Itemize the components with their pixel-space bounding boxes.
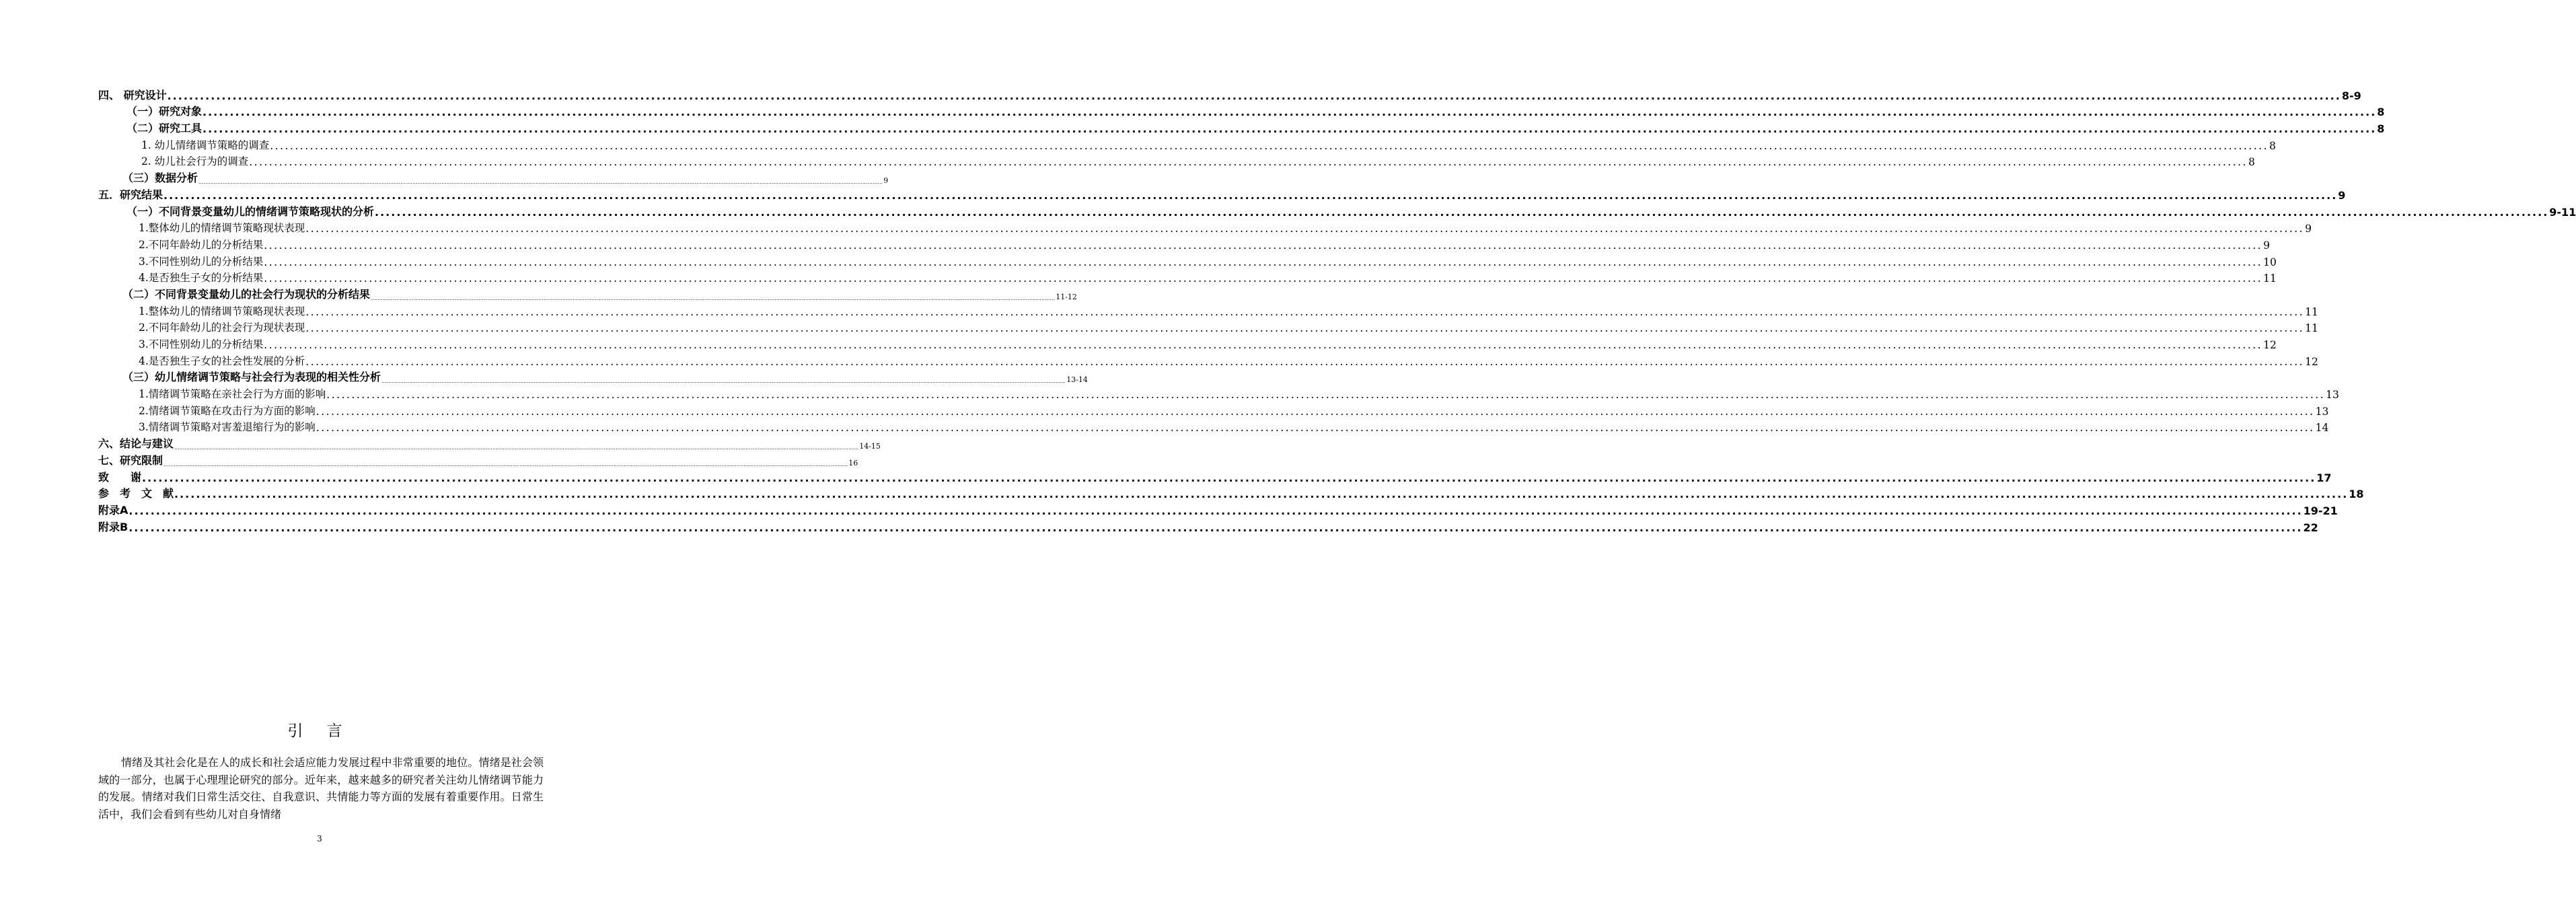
toc-entry-title: 3.不同性别幼儿的分析结果 [139,255,264,268]
toc-entry-title: 3.情绪调节策略对害羞退缩行为的影响 [139,421,316,434]
intro-paragraph: 情绪及其社会化是在人的成长和社会适应能力发展过程中非常重要的地位。情绪是社会领域的一部分，也属于心理理论研究的部分。近年来，越来越多的研究者关注幼儿情绪调节能力的发展。情绪对我们日常生活交往、自我意识、共情能力等方面的发展有着重要作用。日常生活中，我们会看到有些幼儿对自身情绪 [98,756,544,821]
toc-entry [98,301,2318,318]
toc-entry-title: 4.是否独生子女的分析结果 [139,272,264,285]
toc-entry [98,434,881,451]
toc-entry-page: 8 [2377,106,2385,119]
toc-entry-page: 8 [2248,156,2255,169]
toc-leader-dots: ................................................................................................................................................................................................................................................................................................................................................................................................................ [326,389,2326,402]
toc-entry-title: 3.不同性别幼儿的分析结果 [139,338,264,350]
toc-entry-title: （一）不同背景变量幼儿的情绪调节策略现状的分析 [126,204,375,218]
toc-leader-dots: ................................................................................................................................................................................................................................................................................................................................................................................................................ [305,322,2305,335]
toc-leader-dots: ................................................................................................................................................................................................................................................................................................................................................................................................................ [316,405,2315,418]
toc-entry-page: 18 [2349,488,2364,501]
toc-leader-dots: ................................................................................................................................................................................................................................................................................................................................................................................................................ [264,239,2263,252]
toc-entry-title: （三）幼儿情绪调节策略与社会行为表现的相关性分析 [122,371,381,384]
toc-leader-dots: ................................................................................................................................................................................................................................................................................................................................................................................................................ [167,89,2341,102]
toc-entry-title: 1. 幼儿情绪调节策略的调查 [141,139,270,151]
toc-leader-dots: ................................................................................................................................................................................................................................................................................................................................................................................................................ [305,305,2305,318]
toc-leader-dots: ................................................................................................................................................................................................................................................................................................................................................................................................................ [128,521,2303,534]
toc-leader-dots: ................................................................................................................................................................................................................................................................................................................................................................................................................ [375,205,2549,219]
toc-leader-dots: ................................................................................................................................................................................................................................................................................................................................................................................................................ [316,422,2315,435]
toc-entry [98,168,889,186]
toc-leader-dots: ................................................................................................................................................................................................................................................................................................................................................................................................................ [264,256,2263,268]
toc-entry-page: 12 [2305,355,2318,368]
toc-entry [98,334,2277,351]
toc-leader-dots: ................................................................................................................................................................................................................................................................................................................................................................................................................ [305,223,2305,235]
toc-entry-page: 9 [2263,239,2270,252]
toc-entry-title: 附录A [98,503,128,517]
toc-leader-dots: ................................................................................................................................................................................................................................................................................................................................................................................................................ [264,272,2263,285]
page-number: 3 [317,834,322,843]
toc-entry-page: 22 [2303,521,2318,534]
toc-leader-dots: ................................................................................................................................................................................................................................................................................................................................................................................................................ [128,504,2303,517]
toc-entry-title: 六、结论与建议 [98,437,174,451]
toc-entry [98,384,2339,402]
toc-entry-title: 2.不同年龄幼儿的分析结果 [139,238,264,251]
toc-entry [98,185,2346,202]
table-of-contents [98,85,2576,534]
toc-entry-page: 13 [2315,405,2329,418]
toc-entry [98,401,2329,418]
toc-leader-dots: ................................................................................................................................................................................................................................................................................................................................................................................................................ [203,122,2377,136]
toc-entry-page: 12 [2263,339,2277,351]
toc-entry-page: 8 [2269,139,2276,152]
toc-entry [98,102,2385,119]
toc-entry-title: （二）研究工具 [126,122,203,135]
toc-entry-title: 4.是否独生子女的社会性发展的分析 [139,354,305,367]
toc-leader-dots: ................................................................................................................................................................................................................................................................................................................................................................................................................ [163,188,2338,202]
toc-leader-dots: ................................................................................................................................................................................................................................................................................................................................................................................................................ [249,156,2248,169]
toc-entry [98,202,2576,219]
toc-entry [98,85,2361,102]
toc-leader-dots: ................................................................................................................................................................................................................................................................................................................................................................................................................ [371,295,1056,301]
toc-leader-dots: ................................................................................................................................................................................................................................................................................................................................................................................................................ [174,488,2349,501]
toc-entry-title: 四、 研究设计 [98,88,167,102]
toc-entry-title: 附录B [98,520,128,533]
toc-entry-page: 14-15 [859,442,881,451]
toc-entry-title: 1.整体幼儿的情绪调节策略现状表现 [139,305,305,317]
toc-entry-title: （一）研究对象 [126,105,203,118]
toc-leader-dots: ................................................................................................................................................................................................................................................................................................................................................................................................................ [305,355,2305,368]
toc-entry-page: 11-12 [1056,292,1077,301]
toc-entry-title: 1.情绪调节策略在亲社会行为方面的影响 [139,388,326,401]
toc-entry-title: 2.不同年龄幼儿的社会行为现状表现 [139,322,305,334]
toc-entry [98,517,2318,534]
toc-entry-page: 11 [2305,322,2318,335]
toc-entry [98,135,2276,152]
toc-entry-title: 1.整体幼儿的情绪调节策略现状表现 [139,222,305,235]
toc-leader-dots: ................................................................................................................................................................................................................................................................................................................................................................................................................ [203,106,2377,119]
toc-entry-title: （三）数据分析 [122,172,198,185]
toc-entry [98,351,2318,368]
toc-entry-page: 19-21 [2303,504,2338,517]
toc-entry-title: 七、研究限制 [98,453,163,467]
toc-entry-title: 参 考 文 献 [98,487,174,500]
toc-entry [98,268,2277,285]
toc-entry-title: 五．研究结果 [98,188,163,201]
toc-leader-dots: ................................................................................................................................................................................................................................................................................................................................................................................................................ [381,378,1066,385]
toc-leader-dots: ................................................................................................................................................................................................................................................................................................................................................................................................................ [163,461,848,467]
section-heading: 引 言 [287,722,352,740]
toc-entry [98,285,1077,301]
toc-entry [98,219,2312,235]
toc-entry-page: 16 [848,458,858,467]
toc-entry [98,484,2364,501]
toc-entry [98,467,2332,484]
toc-leader-dots: ................................................................................................................................................................................................................................................................................................................................................................................................................ [174,445,859,451]
toc-entry [98,152,2255,169]
toc-entry [98,118,2385,136]
toc-entry-page: 9 [883,176,889,186]
toc-entry [98,500,2338,517]
toc-leader-dots: ................................................................................................................................................................................................................................................................................................................................................................................................................ [142,471,2316,484]
toc-entry-page: 8 [2377,122,2385,136]
toc-entry-page: 10 [2263,256,2277,268]
toc-entry-title: （二）不同背景变量幼儿的社会行为现状的分析结果 [122,287,371,301]
toc-entry-page: 17 [2316,471,2332,484]
toc-entry-title: 2.情绪调节策略在攻击行为方面的影响 [139,404,316,417]
toc-leader-dots: ................................................................................................................................................................................................................................................................................................................................................................................................................ [264,339,2263,351]
toc-entry [98,318,2318,335]
toc-entry [98,418,2329,435]
toc-entry-page: 13 [2326,389,2339,402]
toc-leader-dots: ................................................................................................................................................................................................................................................................................................................................................................................................................ [198,179,883,186]
toc-entry-page: 8-9 [2341,89,2361,102]
toc-entry-title: 2. 幼儿社会行为的调查 [141,155,249,168]
toc-entry-page: 9 [2338,188,2346,202]
toc-entry-page: 14 [2315,422,2329,435]
toc-entry-page: 11 [2263,272,2277,285]
toc-leader-dots: ................................................................................................................................................................................................................................................................................................................................................................................................................ [270,139,2269,152]
toc-entry [98,252,2277,268]
toc-entry [98,235,2270,252]
toc-entry-title: 致 谢 [98,470,142,484]
toc-entry-page: 9-11 [2549,205,2576,219]
toc-entry [98,368,1088,385]
toc-entry-page: 13-14 [1066,375,1088,385]
toc-entry [98,451,858,467]
toc-entry-page: 9 [2305,223,2312,235]
toc-entry-page: 11 [2305,305,2318,318]
